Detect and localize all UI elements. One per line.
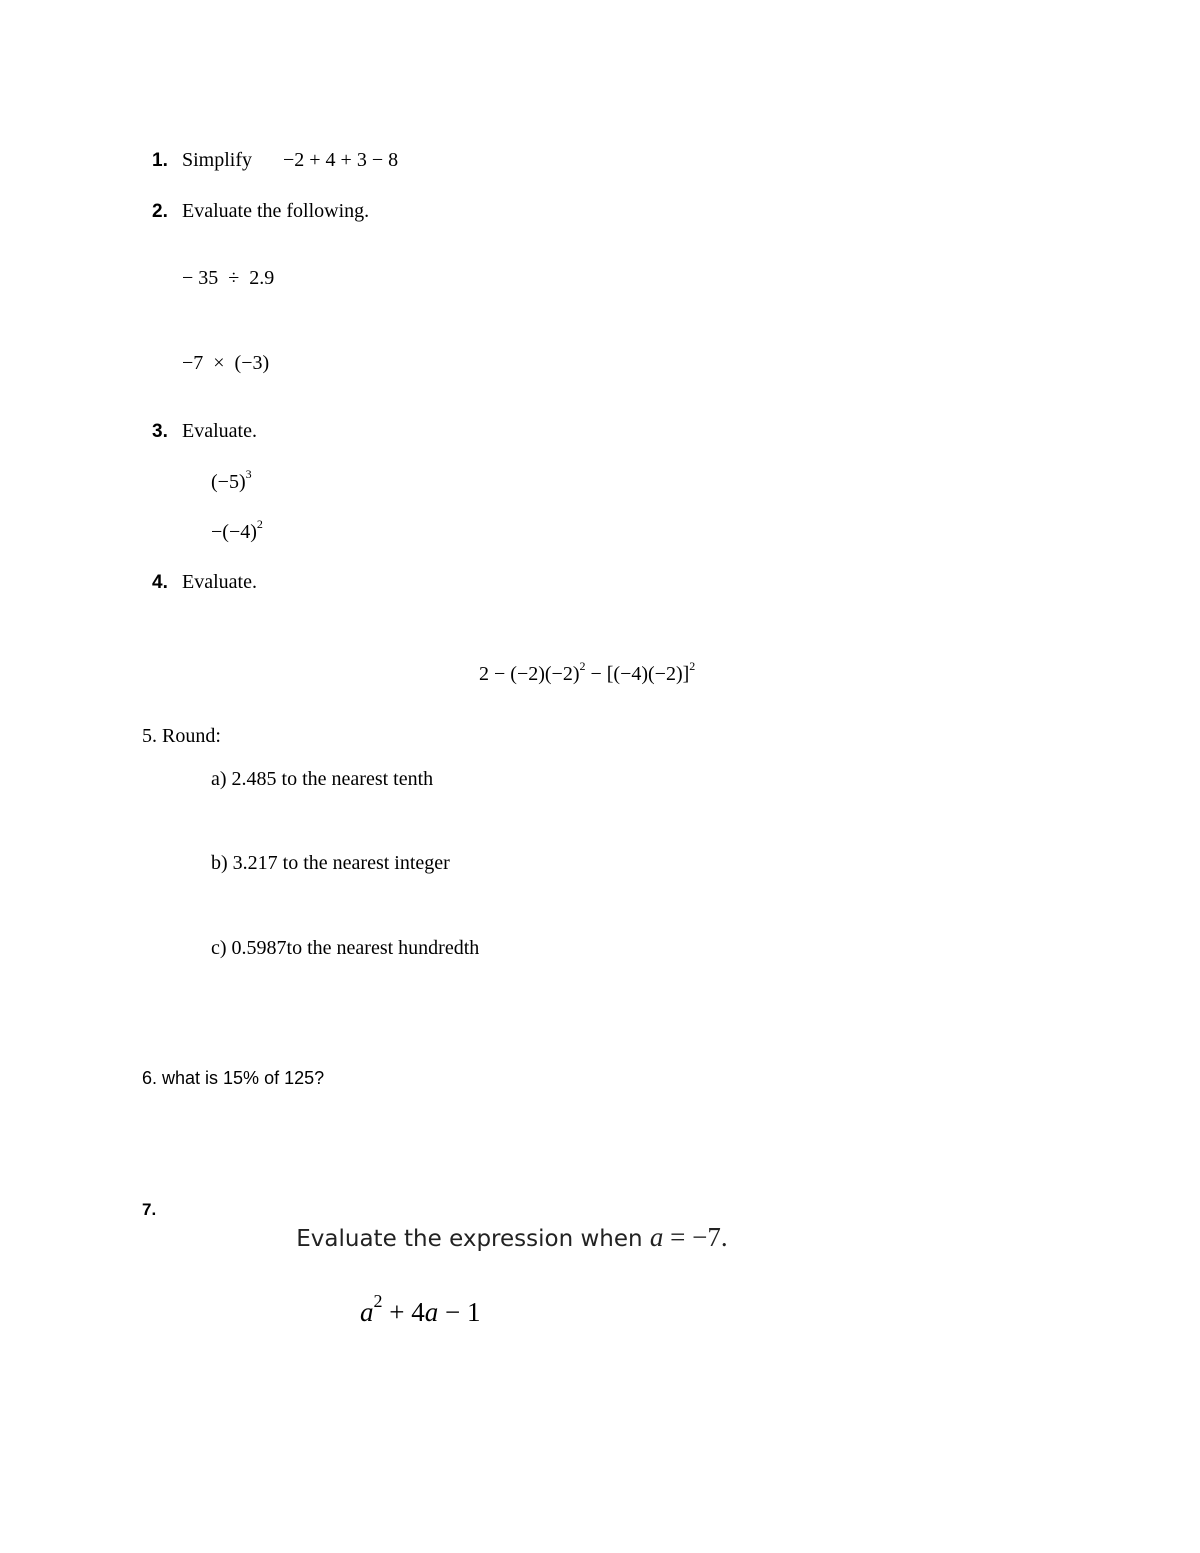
q4-label: Evaluate. [182, 571, 257, 593]
q3-label: Evaluate. [182, 420, 257, 442]
q4-expression-exponent1: 2 [579, 659, 586, 674]
q1-number: 1. [152, 150, 168, 171]
q2-label: Evaluate the following. [182, 200, 370, 222]
q5-part-a: a) 2.485 to the nearest tenth [211, 768, 434, 790]
q7-expression-variable-2: a [424, 1297, 439, 1327]
q7-expression-term1: + 4 [382, 1297, 425, 1327]
q3-expression-b-exponent: 2 [256, 517, 263, 532]
q4-expression-part1: 2 − (−2)(−2) [479, 663, 580, 685]
q4-expression [459, 640, 695, 709]
q3-expression-a-exponent: 3 [245, 467, 252, 482]
q3-expression-a [211, 467, 252, 494]
q7-expression [333, 1266, 480, 1359]
q2-expression-a: − 35 ÷ 2.9 [182, 267, 275, 289]
q1-expression: −2 + 4 + 3 − 8 [283, 149, 399, 171]
q2-number: 2. [152, 201, 168, 222]
q7-prompt-value: = −7. [663, 1222, 728, 1252]
q7-prompt-text: Evaluate the expression when [296, 1226, 650, 1252]
q4-expression-part2: − [(−4)(−2)] [585, 663, 690, 685]
q3-expression-a-base: (−5) [211, 471, 246, 493]
q7-prompt-variable: a [649, 1222, 664, 1252]
q3-expression-b [211, 517, 263, 544]
q7-expression-exponent: 2 [373, 1291, 383, 1311]
q5-part-b: b) 3.217 to the nearest integer [211, 852, 450, 874]
q1-label: Simplify [182, 149, 253, 171]
q4-number: 4. [152, 572, 168, 593]
q7-expression-variable: a [360, 1297, 374, 1327]
q5-label: 5. Round: [142, 725, 221, 747]
q6-label: 6. what is 15% of 125? [142, 1068, 325, 1088]
q4-expression-exponent2: 2 [689, 659, 696, 674]
q2-expression-b: −7 × (−3) [182, 352, 270, 374]
q7-expression-term2: − 1 [438, 1297, 481, 1327]
q7-number: 7. [142, 1200, 157, 1219]
q5-part-c: c) 0.5987to the nearest hundredth [211, 937, 480, 959]
q3-expression-b-base: −(−4) [211, 521, 257, 543]
q3-number: 3. [152, 421, 168, 442]
